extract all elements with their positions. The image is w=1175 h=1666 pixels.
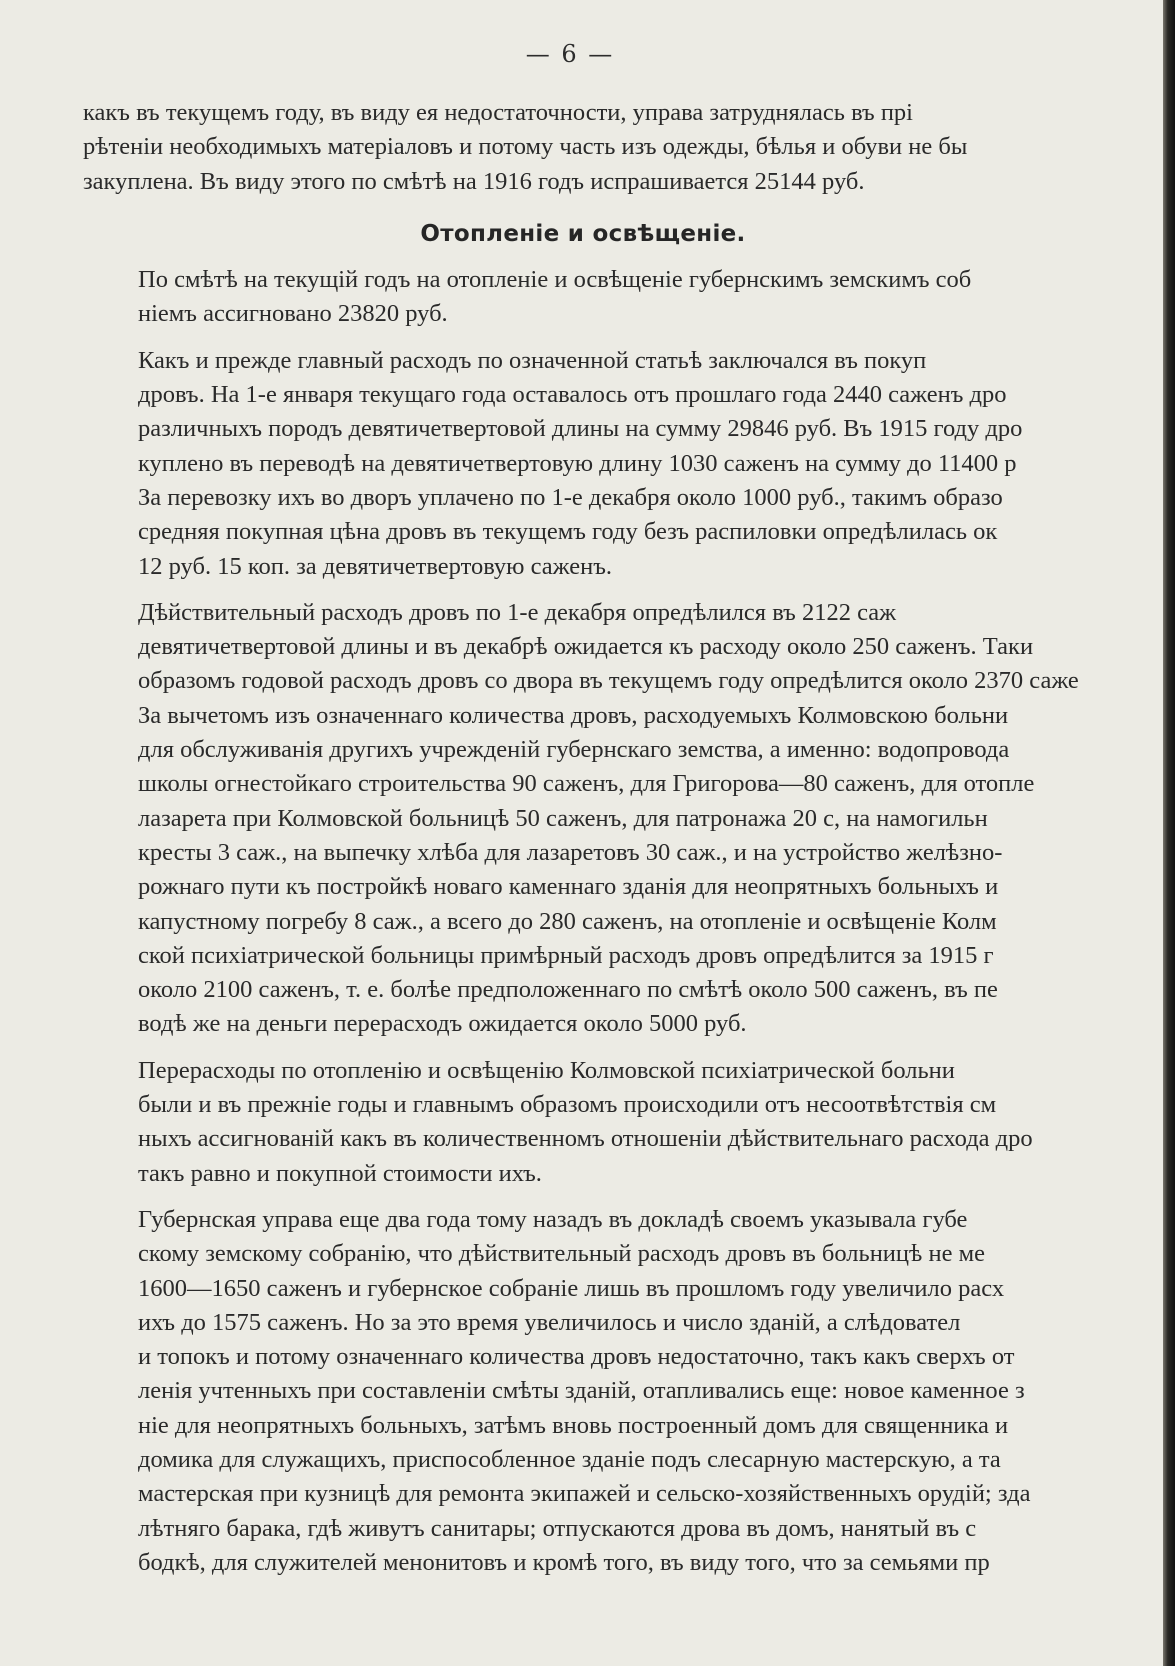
text-line: 12 руб. 15 коп. за девятичетвертовую саженъ. — [138, 552, 613, 580]
paragraph-board-report — [83, 1203, 1153, 1580]
text-line: куплено въ переводѣ на девятичетвертовую длину 1030 саженъ на сумму до 11400 р — [138, 449, 1017, 477]
text-line: За перевозку ихъ во дворъ уплачено по 1-е декабря около 1000 руб., такимъ образо — [138, 483, 1003, 511]
page-number: — 6 — — [525, 40, 615, 68]
document-body — [83, 96, 1153, 1592]
text-line: Перерасходы по отопленію и освѣщенію Колмовской психіатрической больни — [138, 1056, 955, 1084]
text-line: мастерская при кузницѣ для ремонта экипажей и сельско-хозяйственныхъ орудій; зда — [138, 1480, 1031, 1508]
paragraph-clothing-budget — [83, 96, 1153, 199]
text-line: По смѣтѣ на текущій годъ на отопленіе и освѣщеніе губернскимъ земскимъ соб — [138, 266, 972, 294]
text-line: За вычетомъ изъ означеннаго количества дровъ, расходуемыхъ Колмовскою больни — [138, 701, 1009, 729]
text-line: образомъ годовой расходъ дровъ со двора въ текущемъ году опредѣлится около 2370 саже — [138, 667, 1079, 695]
text-line: такъ равно и покупной стоимости ихъ. — [138, 1159, 542, 1187]
text-line: были и въ прежніе годы и главнымъ образомъ происходили отъ несоотвѣтствія см — [138, 1091, 997, 1119]
text-line: домика для служащихъ, приспособленное зданіе подъ слесарную мастерскую, а та — [138, 1445, 1001, 1473]
text-line: рожнаго пути къ постройкѣ новаго каменнаго зданія для неопрятныхъ больныхъ и — [138, 873, 999, 901]
text-line: и топокъ и потому означеннаго количества дровъ недостаточно, такъ какъ сверхъ от — [138, 1343, 1015, 1371]
text-line: дровъ. На 1-е января текущаго года оставалось отъ прошлаго года 2440 саженъ дро — [138, 381, 1007, 409]
text-line: 1600—1650 саженъ и губернское собраніе лишь въ прошломъ году увеличило расх — [138, 1274, 1005, 1302]
text-line: ніе для неопрятныхъ больныхъ, затѣмъ вновь построенный домъ для священника и — [138, 1411, 1009, 1439]
text-line: лазарета при Колмовской больницѣ 50 саженъ, для патронажа 20 с, на намогильн — [138, 804, 988, 832]
text-line: водѣ же на деньги перерасходъ ожидается около 5000 руб. — [138, 1010, 747, 1038]
paragraph-actual-consumption — [83, 596, 1153, 1042]
text-line: кресты 3 саж., на выпечку хлѣба для лазаретовъ 30 саж., и на устройство желѣзно- — [138, 838, 1003, 866]
text-line: ской психіатрической больницы примѣрный расходъ дровъ опредѣлится за 1915 г — [138, 941, 994, 969]
text-line: скому земскому собранію, что дѣйствительный расходъ дровъ въ больницѣ не ме — [138, 1240, 985, 1268]
text-line: Дѣйствительный расходъ дровъ по 1-е декабря опредѣлился въ 2122 саж — [138, 598, 897, 626]
text-line: бодкѣ, для служителей менонитовъ и кромѣ того, въ виду того, что за семьями пр — [138, 1548, 990, 1576]
paragraph-firewood-purchase — [83, 344, 1153, 584]
text-line: ныхъ ассигнованій какъ въ количественномъ отношеніи дѣйствительнаго расхода дро — [138, 1125, 1033, 1153]
text-line: какъ въ текущемъ году, въ виду ея недостаточности, управа затруднялась въ прі — [83, 99, 913, 126]
text-line: ніемъ ассигновано 23820 руб. — [138, 300, 448, 328]
text-line: лѣтняго барака, гдѣ живутъ санитары; отпускаются дрова въ домъ, нанятый въ с — [138, 1514, 977, 1542]
text-line: для обслуживанія другихъ учрежденій губернскаго земства, а именно: водопровода — [138, 736, 1010, 764]
text-line: Какъ и прежде главный расходъ по означенной статьѣ заключался въ покуп — [138, 346, 927, 374]
text-line: рѣтеніи необходимыхъ матеріаловъ и потому часть изъ одежды, бѣлья и обуви не бы — [83, 133, 968, 161]
paragraph-heating-allocation — [83, 263, 1153, 332]
text-line: различныхъ породъ девятичетвертовой длины на сумму 29846 руб. Въ 1915 году дро — [138, 415, 1023, 443]
text-line: ихъ до 1575 саженъ. Но за это время увеличилось и число зданій, а слѣдовател — [138, 1308, 961, 1336]
text-line: Губернская управа еще два года тому назадъ въ докладѣ своемъ указывала губе — [138, 1205, 968, 1233]
section-heading: Отопленіе и освѣщеніе. — [420, 220, 746, 247]
text-line: девятичетвертовой длины и въ декабрѣ ожидается къ расходу около 250 саженъ. Таки — [138, 633, 1034, 661]
text-line: средняя покупная цѣна дровъ въ текущемъ году безъ распиловки опредѣлилась ок — [138, 518, 998, 546]
text-line: около 2100 саженъ, т. е. болѣе предположеннаго по смѣтѣ около 500 саженъ, въ пе — [138, 976, 998, 1004]
text-line: капустному погребу 8 саж., а всего до 280 саженъ, на отопленіе и освѣщеніе Колм — [138, 907, 997, 935]
text-line: школы огнестойкаго строительства 90 саженъ, для Григорова—80 саженъ, для отопле — [138, 770, 1035, 798]
text-line: ленія учтенныхъ при составленіи смѣты зданій, отапливались еще: новое каменное з — [138, 1377, 1025, 1405]
book-spine-shadow — [1163, 0, 1175, 1666]
text-line: закуплена. Въ виду этого по смѣтѣ на 1916 годъ испрашивается 25144 руб. — [83, 167, 865, 195]
paragraph-overspending — [83, 1054, 1153, 1191]
